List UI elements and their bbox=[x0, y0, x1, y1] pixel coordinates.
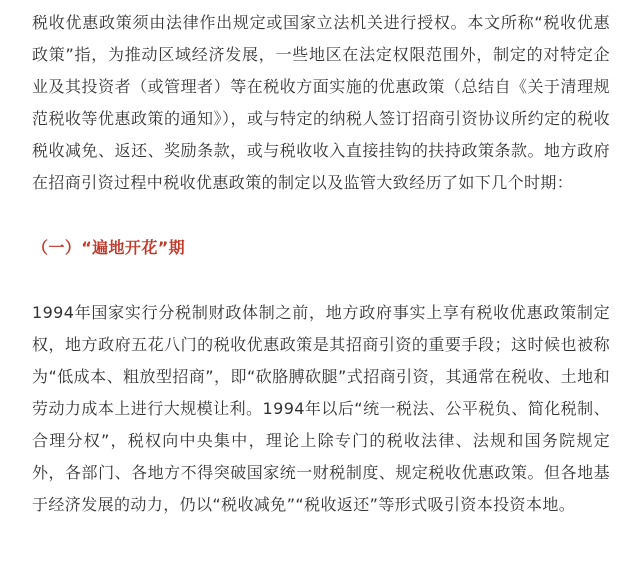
article-body bbox=[32, 0, 610, 521]
section-heading: （一）“遍地开花”期 bbox=[32, 238, 186, 257]
paragraph-history: 1994年国家实行分税制财政体制之前，地方政府事实上享有税收优惠政策制定权，地方政府五花八门的税收优惠政策是其招商引资的重要手段；这时候也被称为“低成本、粗放型招商”，即“砍胳膊砍腿”式招商引资，其通常在税收、土地和劳动力成本上进行大规模让利。1994年以后“统一税法、公平税负、简化税制、合理分权”，税权向中央集中，理论上除专门的税收法律、法规和国务院规定外，各部门、各地方不得突破国家统一财税制度、规定税收优惠政策。但各地基于经济发展的动力，仍以“税收减免”“税收返还”等形式吸引资本投资本地。 bbox=[32, 303, 610, 514]
paragraph-intro: 税收优惠政策须由法律作出规定或国家立法机关进行授权。本文所称“税收优惠政策”指，为推动区域经济发展，一些地区在法定权限范围外，制定的对特定企业及其投资者（或管理者）等在税收方面实施的优惠政策（总结自《关于清理规范税收等优惠政策的通知》），或与特定的纳税人签订招商引资协议所约定的税收税收减免、返还、奖励条款，或与税收收入直接挂钩的扶持政策条款。地方政府在招商引资过程中税收优惠政策的制定以及监管大致经历了如下几个时期： bbox=[32, 13, 610, 192]
